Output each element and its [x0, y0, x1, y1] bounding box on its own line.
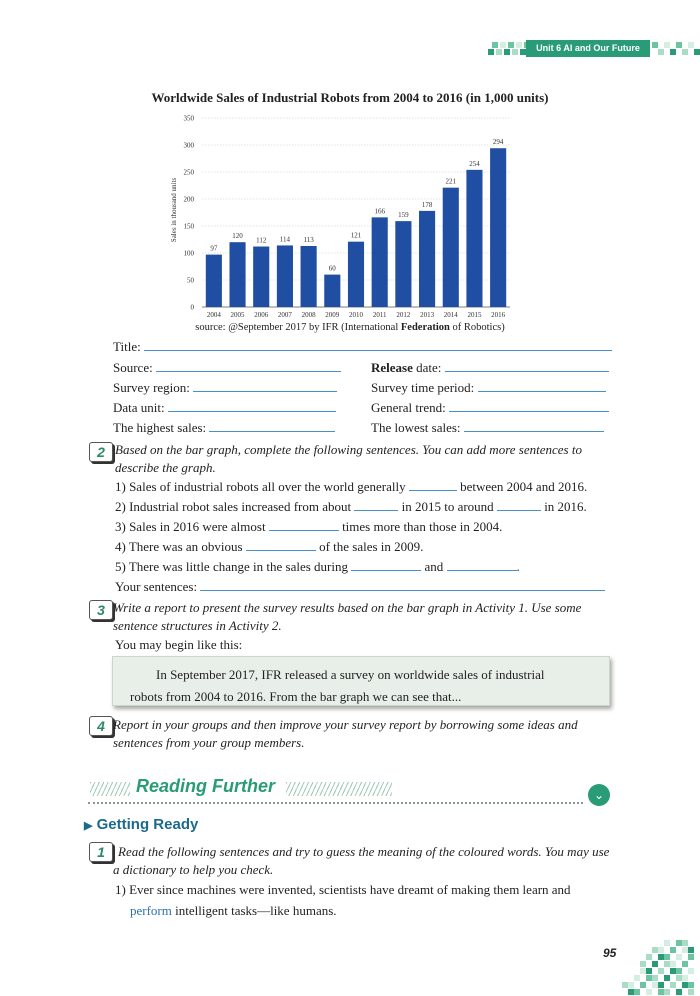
- x-tick-label: 2006: [254, 311, 269, 319]
- bar-value-label: 120: [232, 232, 243, 241]
- s4-part-a: 4) There was an obvious: [115, 539, 243, 554]
- hatch-decoration-left: [90, 782, 130, 796]
- y-tick-label: 150: [183, 222, 194, 231]
- your-sentences-blank[interactable]: [200, 589, 605, 591]
- y-tick-label: 300: [183, 141, 194, 150]
- your-sentences: [115, 579, 605, 595]
- general-trend-label: General trend:: [371, 400, 446, 415]
- source-text-1: source: @September 2017 by IFR (International: [195, 322, 401, 333]
- checker-square: [646, 989, 652, 995]
- your-sentences-label: Your sentences:: [115, 579, 198, 594]
- highest-blank[interactable]: [209, 430, 335, 432]
- checker-square: [688, 989, 694, 995]
- y-tick-label: 0: [190, 303, 194, 312]
- s2-part-b: in 2015 to around: [401, 499, 494, 514]
- release-date-field: [371, 360, 609, 376]
- checker-square: [676, 954, 682, 960]
- activity-3-badge: 3: [89, 600, 113, 620]
- survey-period-blank[interactable]: [478, 390, 606, 392]
- x-tick-label: 2015: [467, 311, 482, 319]
- release-date-blank[interactable]: [445, 370, 609, 372]
- checker-square: [682, 975, 688, 981]
- bar-2013: [419, 211, 435, 307]
- s5-part-b: and: [424, 559, 444, 574]
- checker-square: [676, 42, 682, 48]
- s3-part-a: 3) Sales in 2016 were almost: [115, 519, 266, 534]
- checker-square: [664, 42, 670, 48]
- checker-square: [676, 968, 682, 974]
- bar-value-label: 114: [279, 235, 291, 244]
- chart-source: [0, 322, 700, 333]
- checker-square: [676, 989, 682, 995]
- activity-4-instruction: Report in your groups and then improve your survey report by borrowing some ideas and sentences from your group members.: [113, 717, 578, 750]
- s4-part-b: of the sales in 2009.: [319, 539, 424, 554]
- bar-value-label: 113: [303, 235, 314, 244]
- s1-blank[interactable]: [409, 489, 457, 491]
- s2-part-c: in 2016.: [544, 499, 587, 514]
- checker-square: [634, 989, 640, 995]
- bar-2009: [324, 275, 340, 307]
- checker-square: [516, 42, 522, 48]
- reading-sentence-1: 1) Ever since machines were invented, scientists have dreamt of making them learn and: [115, 882, 571, 897]
- checker-square: [646, 954, 652, 960]
- survey-period-field: [371, 380, 606, 396]
- bar-value-label: 221: [445, 177, 457, 186]
- general-trend-blank[interactable]: [449, 410, 609, 412]
- survey-region-label: Survey region:: [113, 380, 190, 395]
- getting-ready-heading: [84, 816, 198, 833]
- checker-square: [688, 954, 694, 960]
- s2-blank-2[interactable]: [497, 509, 541, 511]
- quote-line-2: robots from 2004 to 2016. From the bar graph we can see that...: [130, 689, 462, 704]
- sentence-5: [115, 559, 520, 575]
- checker-square: [634, 975, 640, 981]
- x-tick-label: 2009: [325, 311, 340, 319]
- data-unit-label: Data unit:: [113, 400, 165, 415]
- checker-square: [658, 49, 664, 55]
- hatch-decoration-right: [286, 782, 392, 796]
- activity-3-instruction: Write a report to present the survey results based on the bar graph in Activity 1. Use some sentence structures in Activity 2.: [113, 600, 582, 633]
- x-tick-label: 2005: [230, 311, 245, 319]
- checker-square: [682, 961, 688, 967]
- bar-2008: [301, 246, 317, 307]
- checker-square: [688, 968, 694, 974]
- source-label: Source:: [113, 360, 153, 375]
- bar-2015: [466, 170, 482, 307]
- activity-2-badge: 2: [89, 442, 113, 462]
- chevron-down-circle-icon: ⌄: [588, 784, 610, 806]
- sentence-4: [115, 539, 423, 555]
- checker-square: [670, 982, 676, 988]
- y-tick-label: 50: [187, 276, 194, 285]
- checker-square: [694, 49, 700, 55]
- x-tick-label: 2013: [420, 311, 435, 319]
- s5-part-c: .: [516, 559, 520, 574]
- bar-value-label: 60: [328, 264, 336, 273]
- release-label: date:: [412, 360, 442, 375]
- survey-region-blank[interactable]: [193, 390, 337, 392]
- activity-2-instruction: Based on the bar graph, complete the following sentences. You can add more sentences to describe the graph.: [115, 442, 582, 475]
- bar-2016: [490, 148, 506, 307]
- data-unit-field: [113, 400, 336, 416]
- checker-square: [508, 42, 514, 48]
- checker-square: [682, 49, 688, 55]
- checker-square: [488, 49, 494, 55]
- bar-value-label: 254: [469, 159, 480, 168]
- bar-2005: [229, 242, 245, 307]
- s4-blank[interactable]: [246, 549, 316, 551]
- y-tick-label: 200: [183, 195, 194, 204]
- sentence-2: [115, 499, 587, 515]
- sentence-1: [115, 479, 587, 495]
- source-text-2: of Robotics): [449, 322, 505, 333]
- title-label: Title:: [113, 339, 141, 354]
- quote-line-1: In September 2017, IFR released a survey on worldwide sales of industrial: [156, 667, 545, 682]
- x-tick-label: 2016: [491, 311, 506, 319]
- survey-period-label: Survey time period:: [371, 380, 475, 395]
- y-axis-label: Sales in thousand units: [170, 177, 178, 243]
- checker-square: [658, 968, 664, 974]
- bar-2010: [348, 242, 364, 307]
- checker-square: [688, 982, 694, 988]
- highest-sales-field: [113, 420, 335, 436]
- reading-sentence-1-rest: intelligent tasks—like humans.: [171, 903, 337, 918]
- checker-square: [496, 49, 502, 55]
- x-tick-label: 2012: [396, 311, 411, 319]
- colored-word-perform: perform: [130, 903, 172, 918]
- highest-label: The highest sales:: [113, 420, 207, 435]
- chart-title: Worldwide Sales of Industrial Robots from 2004 to 2016 (in 1,000 units): [151, 90, 549, 105]
- x-tick-label: 2004: [206, 311, 221, 319]
- y-tick-label: 250: [183, 168, 194, 177]
- s5-blank-2[interactable]: [447, 569, 517, 571]
- bar-value-label: 178: [421, 200, 433, 209]
- unit-tag: Unit 6 AI and Our Future: [526, 40, 650, 57]
- reading-activity-1-badge: 1: [89, 842, 113, 862]
- bar-2004: [206, 255, 222, 307]
- checker-square: [658, 982, 664, 988]
- checker-square: [682, 940, 688, 946]
- checker-square: [652, 42, 658, 48]
- x-tick-label: 2010: [349, 311, 363, 319]
- s2-part-a: 2) Industrial robot sales increased from about: [115, 499, 352, 514]
- lowest-blank[interactable]: [464, 430, 604, 432]
- checker-square: [664, 975, 670, 981]
- general-trend-field: [371, 400, 609, 416]
- release-bold: Release: [371, 360, 413, 375]
- x-tick-label: 2008: [301, 311, 316, 319]
- checker-square: [640, 982, 646, 988]
- bar-2012: [395, 221, 411, 307]
- data-unit-blank[interactable]: [168, 410, 336, 412]
- s2-blank-1[interactable]: [354, 509, 398, 511]
- page-number: 95: [603, 946, 617, 960]
- checker-square: [670, 49, 676, 55]
- bar-value-label: 112: [256, 236, 267, 245]
- title-blank[interactable]: [144, 349, 612, 351]
- play-arrow-icon: ▶: [84, 820, 93, 832]
- source-blank[interactable]: [156, 370, 341, 372]
- activity-4-badge: 4: [89, 716, 113, 736]
- getting-ready-label: Getting Ready: [96, 816, 199, 833]
- x-tick-label: 2011: [372, 311, 387, 319]
- checker-square: [688, 42, 694, 48]
- example-note-text: [130, 664, 600, 708]
- x-tick-label: 2014: [443, 311, 458, 319]
- reading-sentence-1-cont: [130, 903, 337, 919]
- x-tick-label: 2007: [277, 311, 292, 319]
- bar-value-label: 121: [350, 231, 362, 240]
- lowest-label: The lowest sales:: [371, 420, 461, 435]
- checker-square: [646, 968, 652, 974]
- s3-part-b: times more than those in 2004.: [342, 519, 503, 534]
- s1-part-b: between 2004 and 2016.: [460, 479, 588, 494]
- s5-part-a: 5) There was little change in the sales during: [115, 559, 348, 574]
- s3-blank[interactable]: [269, 529, 339, 531]
- checker-square: [504, 49, 510, 55]
- checker-square: [688, 947, 694, 953]
- checker-square: [664, 940, 670, 946]
- bar-2007: [277, 245, 293, 307]
- checker-square: [500, 42, 506, 48]
- bar-value-label: 166: [374, 207, 385, 216]
- checker-square: [640, 961, 646, 967]
- y-tick-label: 350: [183, 114, 194, 123]
- reading-further-title: Reading Further: [136, 776, 276, 796]
- bar-2014: [443, 188, 459, 307]
- checker-square: [652, 961, 658, 967]
- y-tick-label: 100: [183, 249, 194, 258]
- checker-square: [670, 947, 676, 953]
- checker-square: [670, 961, 676, 967]
- sentence-3: [115, 519, 502, 535]
- bar-2006: [253, 247, 269, 307]
- activity-3-begin: You may begin like this:: [115, 637, 243, 652]
- bar-value-label: 159: [398, 211, 409, 220]
- bar-2011: [372, 217, 388, 307]
- title-field: [113, 339, 612, 355]
- lowest-sales-field: [371, 420, 604, 436]
- s5-blank-1[interactable]: [351, 569, 421, 571]
- checker-square: [628, 982, 634, 988]
- checker-square: [512, 49, 518, 55]
- bar-value-label: 294: [492, 138, 504, 147]
- reading-instruction: Read the following sentences and try to guess the meaning of the coloured words. You may use a dictionary to help you check.: [113, 844, 610, 877]
- s1-part-a: 1) Sales of industrial robots all over the world generally: [115, 479, 406, 494]
- checker-square: [664, 954, 670, 960]
- checker-square: [658, 947, 664, 953]
- source-field: [113, 360, 341, 376]
- bar-chart: [150, 108, 520, 322]
- survey-region-field: [113, 380, 337, 396]
- checker-square: [664, 989, 670, 995]
- bar-value-label: 97: [210, 244, 218, 253]
- checker-square: [652, 975, 658, 981]
- dotted-divider: [88, 802, 583, 804]
- source-text-bold: Federation: [400, 322, 450, 333]
- checker-square: [492, 42, 498, 48]
